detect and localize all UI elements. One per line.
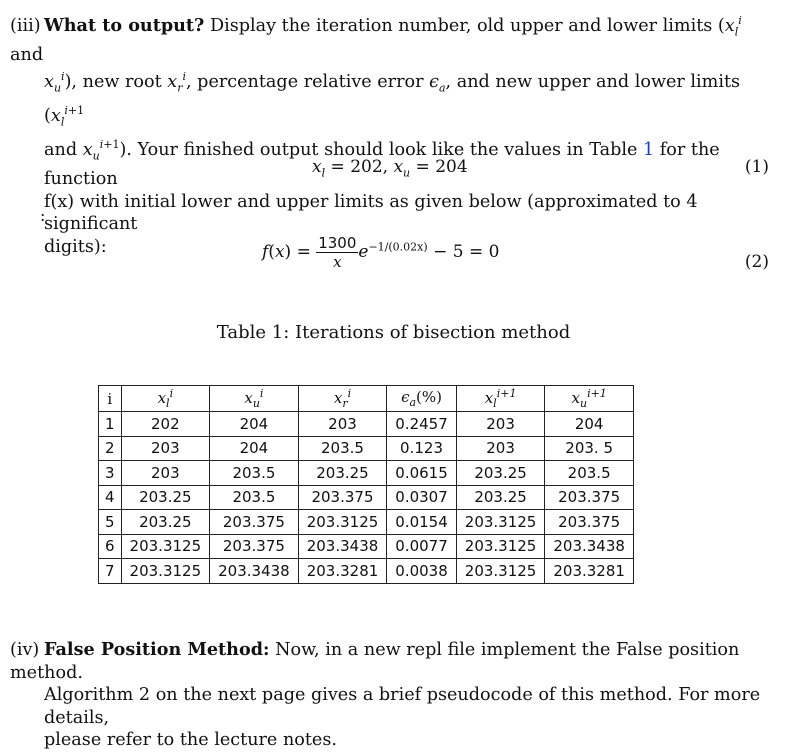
part-iii-line2b: , percentage relative error xyxy=(186,72,424,93)
table-cell: 0.0154 xyxy=(387,510,457,535)
table-cell: 203.375 xyxy=(210,534,299,559)
table-cell: 203. 5 xyxy=(545,436,634,461)
table-cell: 203.3125 xyxy=(456,534,545,559)
table-cell: 203.5 xyxy=(210,485,299,510)
table-row xyxy=(99,436,634,461)
table-cell: 6 xyxy=(99,534,122,559)
table-cell: 203.25 xyxy=(298,461,387,486)
part-iii-line3-tail: for the function xyxy=(44,139,720,189)
table-cell: 2 xyxy=(99,436,122,461)
table-row xyxy=(99,461,634,486)
table-cell: 203.375 xyxy=(298,485,387,510)
part-iii-line5: digits): xyxy=(44,236,107,257)
table-row xyxy=(99,412,634,437)
header-i: i xyxy=(99,386,122,412)
header-ea: $\epsilon_a(\%)$ xyxy=(387,386,457,412)
table-cell: 203.25 xyxy=(456,461,545,486)
part-iii-line2a: ), new root xyxy=(64,72,162,93)
part-iv-line1: Now, in a new repl file implement the False position method. xyxy=(10,640,740,683)
table-cell: 203.3125 xyxy=(121,534,210,559)
part-iv-line3: please refer to the lecture notes. xyxy=(44,730,337,750)
eq2-exponent: −1/(0.02x) xyxy=(368,240,428,254)
table-cell: 203.3281 xyxy=(545,559,634,584)
table-cell: 203.5 xyxy=(545,461,634,486)
table-row xyxy=(99,485,634,510)
table-cell: 0.2457 xyxy=(387,412,457,437)
table-cell: 203.3281 xyxy=(298,559,387,584)
table-cell: 203 xyxy=(298,412,387,437)
table-cell: 204 xyxy=(210,412,299,437)
part-iv-line2: Algorithm 2 on the next page gives a brief pseudocode of this method. For more details, xyxy=(44,685,761,728)
iterations-table xyxy=(98,385,634,584)
table-caption: Table 1: Iterations of bisection method xyxy=(216,322,571,343)
eq2-tail: − 5 = 0 xyxy=(433,242,500,262)
table-cell: 203.3438 xyxy=(298,534,387,559)
part-iii-paragraph: (iii) What to output? Display the iteration number, old upper and lower limits ($x_l^i$ and $x_u^i$), new root $x_r^i$, percentage relative error $\epsilon_a$, and new upper and lower limits ($x_l^{i+1}$ and $x_u^{i+1}$). Your finished output should look like the values in Table 1 for the function f(x) with initial lower and upper limits as given below (approximated to 4 significant digits): xyxy=(10,10,780,258)
part-iii-label: (iii) xyxy=(10,15,41,36)
header-xl: $x_l^i$ xyxy=(121,386,210,412)
header-xu: $x_u^i$ xyxy=(210,386,299,412)
part-iii-line2c: , and new upper and lower limits ( xyxy=(44,72,741,127)
table-cell: 203.3438 xyxy=(210,559,299,584)
part-iii-line1: Display the iteration number, old upper and lower limits ( xyxy=(209,15,725,36)
part-iii-heading: What to output? xyxy=(44,14,205,36)
table-ref-link[interactable]: 1 xyxy=(642,139,655,160)
table-cell: 203.5 xyxy=(210,461,299,486)
table-cell: 5 xyxy=(99,510,122,535)
table-cell: 1 xyxy=(99,412,122,437)
table-cell: 203 xyxy=(456,412,545,437)
table-cell: 203.375 xyxy=(545,510,634,535)
table-cell: 7 xyxy=(99,559,122,584)
equation-2: f(x) = $\frac{1300}{x}$ $e^{-1/(0.02x)} - 5 = 0$ xyxy=(262,234,500,271)
table-row xyxy=(99,534,634,559)
table-cell: 203.3125 xyxy=(456,559,545,584)
table-header-row xyxy=(99,386,634,412)
table-cell: 4 xyxy=(99,485,122,510)
table-cell: 203.25 xyxy=(121,485,210,510)
header-xr: $x_r^i$ xyxy=(298,386,387,412)
header-xu-next: $x_u^{i+1}$ xyxy=(545,386,634,412)
table-cell: 0.0077 xyxy=(387,534,457,559)
table-row xyxy=(99,510,634,535)
part-iii-line3: ). Your finished output should look like the values in Table xyxy=(119,139,638,160)
table-body xyxy=(99,412,634,584)
table-cell: 0.0038 xyxy=(387,559,457,584)
colon: : xyxy=(40,206,46,225)
table-cell: 203.3125 xyxy=(121,559,210,584)
part-iv-heading: False Position Method: xyxy=(44,639,270,660)
eq2-fraction: $\frac{1300}{x}$ xyxy=(318,234,357,271)
table-cell: 204 xyxy=(545,412,634,437)
table-cell: 203.5 xyxy=(298,436,387,461)
equation-1-number: (1) xyxy=(744,157,769,177)
equation-1: $x_l = 202$, $x_u = 204$ xyxy=(312,157,468,180)
part-iv-label: (iv) xyxy=(10,640,40,660)
table-cell: 203.3125 xyxy=(456,510,545,535)
table-cell: 204 xyxy=(210,436,299,461)
table-cell: 203.25 xyxy=(121,510,210,535)
table-cell: 203.25 xyxy=(456,485,545,510)
table-cell: 0.0615 xyxy=(387,461,457,486)
part-iv-paragraph xyxy=(10,639,780,752)
eq2-numerator: 1300 xyxy=(318,234,357,252)
table-cell: 203 xyxy=(121,436,210,461)
eq1-xu-value: 204 xyxy=(435,157,468,177)
table-cell: 0.0307 xyxy=(387,485,457,510)
part-iii-and1: and xyxy=(10,44,44,65)
part-iii-line4: f(x) with initial lower and upper limits as given below (approximated to 4 significant xyxy=(44,191,698,234)
part-iii-and2: and xyxy=(44,139,78,160)
table-cell: 203 xyxy=(456,436,545,461)
table-row xyxy=(99,559,634,584)
table-cell: 203.3438 xyxy=(545,534,634,559)
table-cell: 202 xyxy=(121,412,210,437)
eq1-xl-value: 202 xyxy=(350,157,383,177)
table-cell: 203.375 xyxy=(545,485,634,510)
table-cell: 3 xyxy=(99,461,122,486)
equation-2-number: (2) xyxy=(744,252,769,272)
table-cell: 203.375 xyxy=(210,510,299,535)
table-cell: 203 xyxy=(121,461,210,486)
header-xl-next: $x_l^{i+1}$ xyxy=(456,386,545,412)
table-cell: 0.123 xyxy=(387,436,457,461)
table-cell: 203.3125 xyxy=(298,510,387,535)
